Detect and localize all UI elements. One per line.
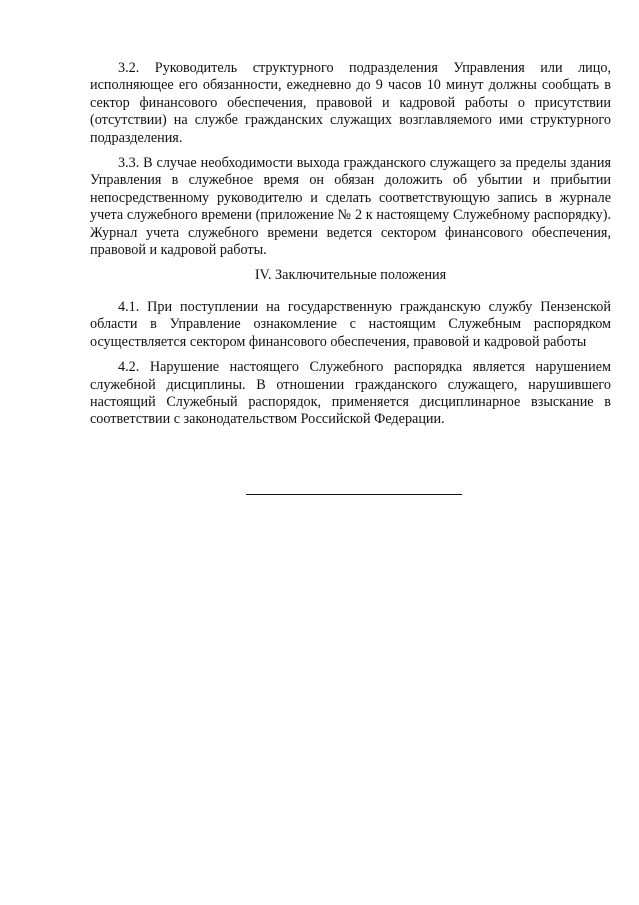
paragraph-4-2: 4.2. Нарушение настоящего Служебного распорядка является нарушением служебной дисциплины. В отношении гражданского служащего, нарушившего настоящий Служебный распорядок, применяется дисциплинарное взыскание в соответствии с законодательством Российской Федерации. [90,359,611,428]
document-page [90,60,611,437]
closing-separator-line [246,494,462,495]
section-heading: IV. Заключительные положения [254,267,447,284]
paragraph-3-2: 3.2. Руководитель структурного подразделения Управления или лицо, исполняющее его обязанности, ежедневно до 9 часов 10 минут должны сообщать в сектор финансового обеспечения, правовой и кадровой работы о присутствии (отсутствии) на службе гражданских служащих возглавляемого ими структурного подразделения. [90,60,611,146]
paragraph-4-1: 4.1. При поступлении на государственную гражданскую службу Пензенской области в Управление ознакомление с настоящим Служебным распорядком осуществляется сектором финансового обеспечения, правовой и кадровой работы [90,298,611,350]
paragraph-3-3: 3.3. В случае необходимости выхода гражданского служащего за пределы здания Управления в служебное время он обязан доложить об убытии и прибытии непосредственному руководителю и сделать соответствующую запись в журнале учета служебного времени (приложение № 2 к настоящему Служебному распорядку). Журнал учета служебного времени ведется сектором финансового обеспечения, правовой и кадровой работы. [90,155,611,259]
